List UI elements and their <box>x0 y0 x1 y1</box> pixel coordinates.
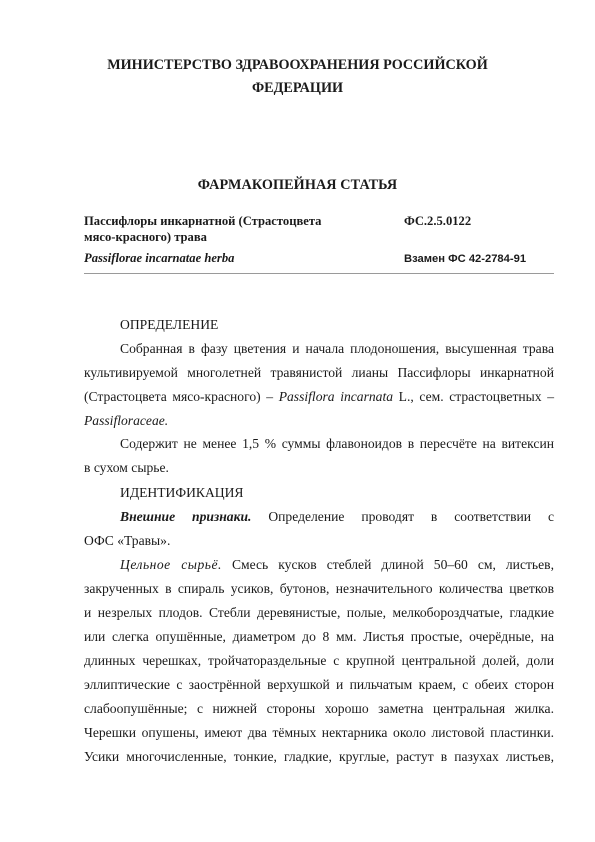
ministry-title-line1: МИНИСТЕРСТВО ЗДРАВООХРАНЕНИЯ РОССИЙСКОЙ <box>107 57 488 73</box>
paragraph-line: или слегка опушённые, диаметром до 8 мм. Листья простые, очерёдные, на <box>84 629 554 644</box>
latin-family-name: Passifloraceae. <box>84 413 169 428</box>
subheading-external-signs: Внешние признаки. <box>120 509 252 524</box>
latin-species-name: Passiflora incarnata <box>278 389 394 404</box>
article-title: ФАРМАКОПЕЙНАЯ СТАТЬЯ <box>197 177 398 193</box>
paragraph-line: ОФС «Травы». <box>84 533 171 548</box>
paragraph-line: Усики многочисленные, тонкие, гладкие, круглые, растут в пазухах листьев, <box>84 749 554 764</box>
text-run: Смесь кусков стеблей длиной 50–60 см, листьев, <box>221 557 554 572</box>
paragraph-line: закрученных в спираль усиков, бутонов, незначительного количества цветков <box>84 581 554 596</box>
paragraph-line <box>120 553 554 577</box>
replaces-note: Взамен ФС 42-2784-91 <box>404 253 527 265</box>
paragraph-line: длинных черешках, тройчатораздельные с крупной центральной долей, доли <box>84 653 554 668</box>
text-run: Определение проводят в соответствии с <box>251 509 554 524</box>
paragraph-line: в сухом сырье. <box>84 460 169 475</box>
article-name-line2: мясо-красного) трава <box>84 230 207 244</box>
text-run: L., сем. страстоцветных – <box>393 389 554 404</box>
paragraph-line <box>120 505 554 529</box>
header-divider <box>84 273 554 274</box>
paragraph-line: Собранная в фазу цветения и начала плодоношения, высушенная трава <box>120 341 554 356</box>
paragraph-line: слабоопушённые; с нижней стороны хорошо заметна центральная жилка. <box>84 701 554 716</box>
section-heading-definition: ОПРЕДЕЛЕНИЕ <box>120 317 219 332</box>
section-heading-identification: ИДЕНТИФИКАЦИЯ <box>120 485 244 500</box>
paragraph-line: Содержит не менее 1,5 % суммы флавоноидов в пересчёте на витексин <box>120 436 554 451</box>
ministry-title-line2: ФЕДЕРАЦИИ <box>251 80 344 96</box>
paragraph-line: и незрелых плодов. Стебли деревянистые, полые, мелкобороздчатые, гладкие <box>84 605 554 620</box>
paragraph-line: Черешки опушены, имеют два тёмных нектарника около листовой пластинки. <box>84 725 554 740</box>
subheading-whole-raw-material: Цельное сырьё. <box>120 557 222 572</box>
latin-name: Passiflorae incarnatae herba <box>84 251 235 265</box>
text-run: (Страстоцвета мясо-красного) – <box>84 389 279 404</box>
paragraph-line <box>84 409 554 433</box>
paragraph-line: эллиптические с заострённой верхушкой и пильчатым краем, с обеих сторон <box>84 677 554 692</box>
article-name-line1: Пассифлоры инкарнатной (Страстоцвета <box>84 214 322 228</box>
paragraph-line: культивируемой многолетней травянистой лианы Пассифлоры инкарнатной <box>84 365 554 380</box>
article-code: ФС.2.5.0122 <box>404 214 472 228</box>
paragraph-line <box>84 385 554 409</box>
